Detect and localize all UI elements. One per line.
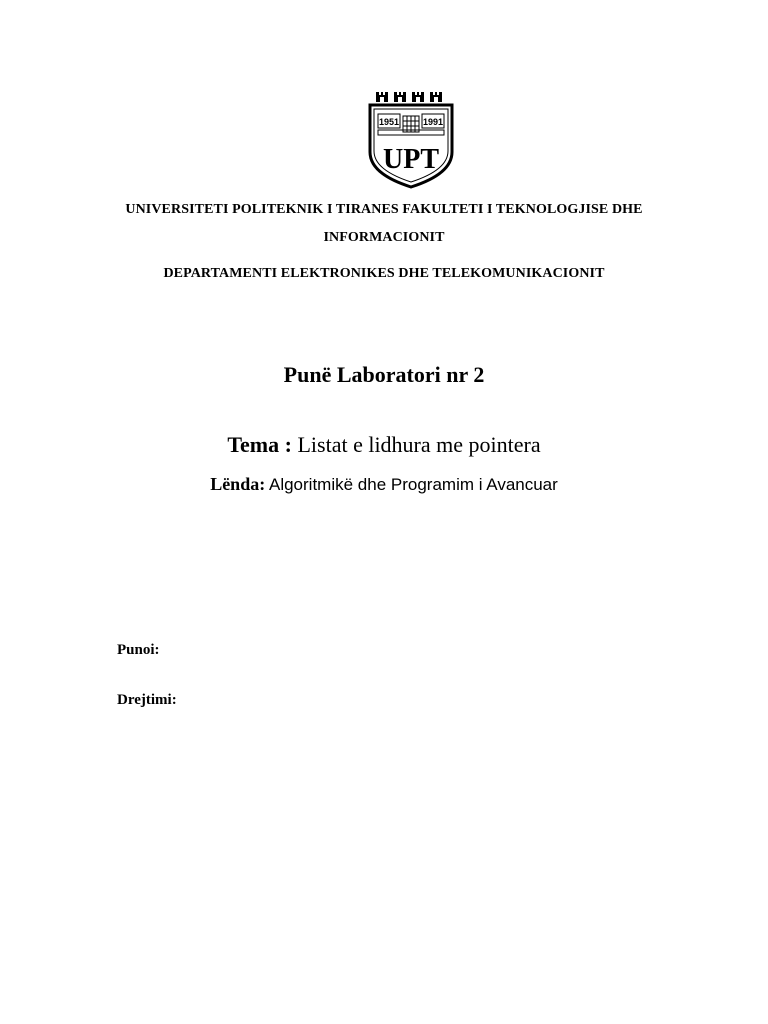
logo-year-right: 1991 bbox=[422, 117, 444, 127]
tema-value: Listat e lidhura me pointera bbox=[291, 432, 541, 457]
lenda-line bbox=[0, 474, 768, 495]
punoi-label: Punoi: bbox=[117, 642, 160, 658]
upt-shield-logo-icon bbox=[366, 90, 456, 190]
tema-label: Tema : bbox=[227, 432, 292, 457]
logo-acronym: UPT bbox=[383, 144, 439, 175]
lenda-value: Algoritmikë dhe Programim i Avancuar bbox=[265, 475, 558, 494]
lenda-label: Lënda: bbox=[210, 474, 266, 494]
drejtimi-label: Drejtimi: bbox=[117, 692, 177, 708]
university-name-line2: INFORMACIONIT bbox=[323, 230, 445, 245]
logo-year-left: 1951 bbox=[378, 117, 400, 127]
tema-line bbox=[0, 432, 768, 458]
department-name: DEPARTAMENTI ELEKTRONIKES DHE TELEKOMUNIKACIONIT bbox=[163, 266, 605, 281]
university-name-line1: UNIVERSITETI POLITEKNIK I TIRANES FAKULTETI I TEKNOLOGJISE DHE bbox=[125, 202, 643, 217]
lab-title: Punë Laboratori nr 2 bbox=[283, 362, 485, 387]
